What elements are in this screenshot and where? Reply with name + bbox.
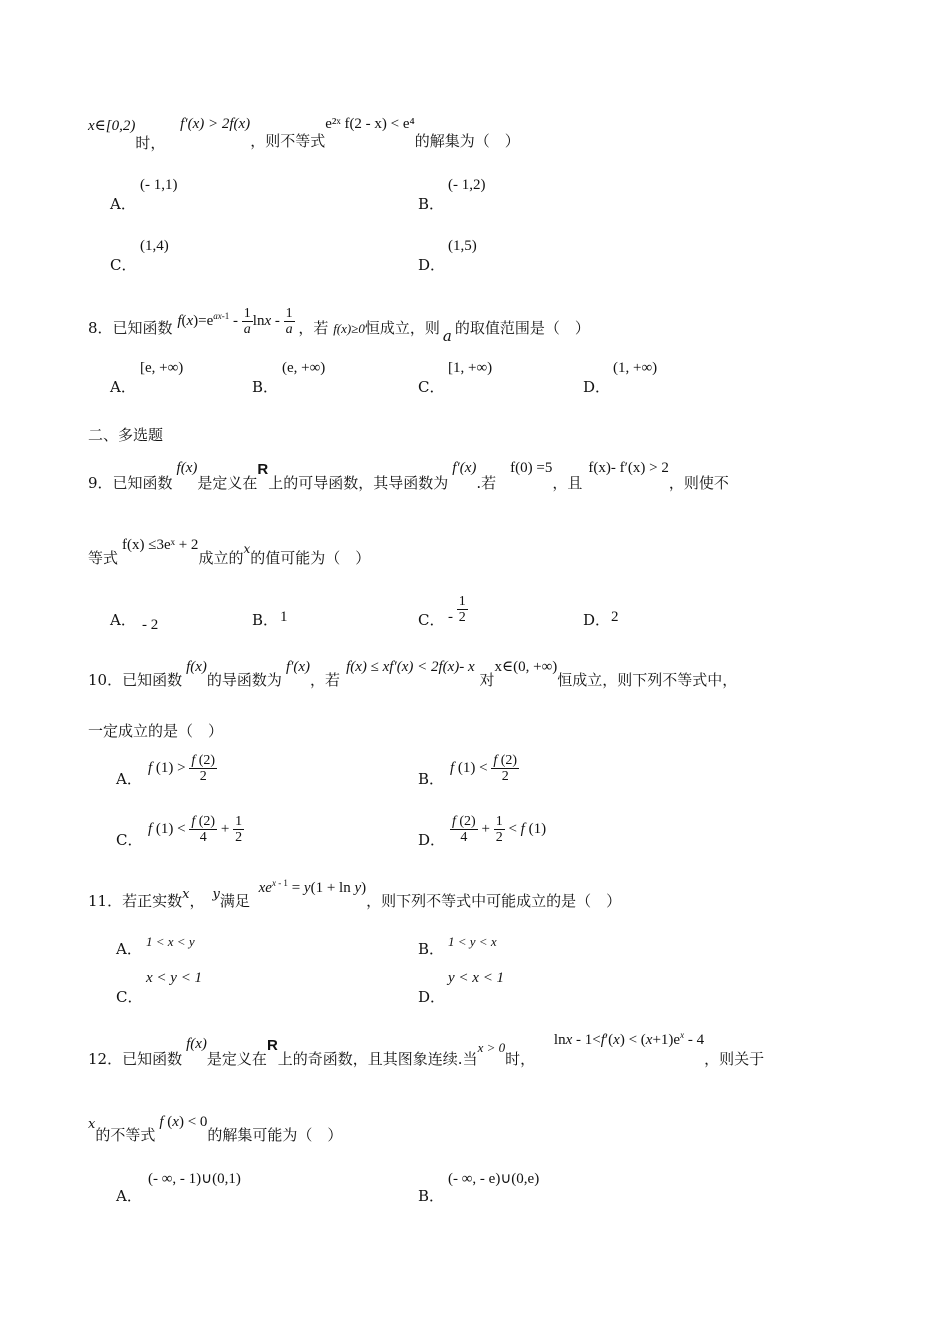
q9-stem-line2 [88, 533, 371, 567]
q9-text: 等式 [88, 549, 119, 567]
q9-var-x: x [243, 542, 251, 556]
q8-option-c-value: [1, +∞) [448, 360, 493, 376]
q7-option-a-value: (- 1,1) [140, 177, 178, 193]
q10-option-b-value: f (1) < $\frac{f (2)}{2}$ [450, 753, 518, 784]
q9-option-d-value: 2 [611, 609, 619, 625]
q11-option-d-label: D． [418, 988, 446, 1006]
q12-var-x: x [88, 1117, 96, 1132]
q12-f-math: f(x) [186, 1036, 207, 1052]
q12-text: 上的奇函数，且其图象连续.当 [277, 1050, 478, 1068]
q10-domain-math: x∈(0, +∞) [494, 659, 558, 675]
q7-domain-math: x∈[0,2) [88, 118, 136, 134]
q11-text: ， [189, 892, 205, 910]
q12-text: 时， [505, 1050, 536, 1068]
q8-text: 的取值范围是（ ） [454, 318, 590, 337]
q7-option-b-value: (- 1,2) [448, 177, 486, 193]
q10-text: ，若 [310, 671, 341, 689]
q8-stem [88, 300, 590, 345]
q7-option-d-label: D． [418, 256, 446, 274]
q9-option-b-value: 1 [280, 609, 288, 625]
q8-var-a: a [442, 326, 452, 345]
q9-text: 是定义在 [197, 474, 258, 492]
q8-option-c-label: C． [418, 378, 445, 396]
q9-ineq-math: f(x) ≤3eˣ + 2 [122, 537, 199, 553]
q12-stem-line2 [88, 1110, 343, 1144]
q8-option-b-value: (e, +∞) [282, 360, 326, 376]
q12-number: 12．已知函数 [88, 1050, 183, 1068]
q12-text: 的解集可能为（ ） [207, 1126, 343, 1144]
q8-cond-math: f(x)≥0 [333, 320, 365, 336]
q7-option-b-label: B． [418, 195, 445, 213]
q9-text: ，则使不 [668, 474, 729, 492]
q9-stem [88, 456, 729, 492]
q9-option-c-label: C． [418, 611, 445, 629]
q12-option-b-label: B． [418, 1187, 445, 1205]
q11-eq-math: $xe^{x - 1} = y(1 + \ln y)$ [258, 878, 367, 896]
q12-text: ，则关于 [704, 1050, 765, 1068]
q7-option-c-label: C． [110, 256, 137, 274]
q11-stem [88, 876, 622, 910]
q9-text: 成立的 [198, 549, 244, 567]
q9-number: 9．已知函数 [88, 474, 173, 492]
q11-option-c-label: C． [116, 988, 143, 1006]
q10-stem [88, 655, 738, 689]
q10-fprime-math: f′(x) [285, 659, 311, 675]
q8-option-d-label: D． [583, 378, 611, 396]
q12-ineq-math: $\ln x - 1<f'(x) < (x+1)e^x - 4$ [553, 1030, 705, 1048]
q7-option-a-label: A． [110, 195, 136, 213]
q9-text: 上的可导函数，其导函数为 [268, 474, 449, 492]
q11-option-b-value: 1 < y < x [448, 934, 497, 949]
q10-stem-line2: 一定成立的是（ ） [88, 722, 224, 740]
q9-option-c-value: - $\frac{1}{2}$ [448, 594, 466, 625]
q12-option-a-value: (- ∞, - 1)∪(0,1) [148, 1171, 241, 1187]
q9-option-a-value: - 2 [142, 617, 159, 633]
q8-text: 恒成立，则 [364, 318, 440, 337]
q7-ineq-math: e²ˣ f(2 - x) < e⁴ [325, 116, 415, 132]
q12-R-symbol: R [266, 1037, 278, 1054]
q10-option-c-label: C． [116, 831, 143, 849]
q9-option-d-label: D． [583, 611, 611, 629]
q12-text: 的不等式 [95, 1126, 156, 1144]
q9-R-symbol: R [257, 461, 269, 478]
q8-option-b-label: B． [252, 378, 279, 396]
q10-option-d-value: $\frac{f (2)}{4}$ + $\frac{1}{2}$ < f (1) [452, 814, 547, 845]
q9-option-b-label: B． [252, 611, 279, 629]
q9-fprime-math: f′(x) [452, 460, 477, 476]
q10-option-c-value: f (1) < $\frac{f (2)}{4}$ + $\frac{1}{2}$ [148, 814, 243, 845]
q12-cond-math: x > 0 [477, 1040, 506, 1055]
q10-text: 的导函数为 [206, 671, 282, 689]
q7-cond-math: f′(x) > 2f(x) [180, 116, 251, 132]
q7-text: 的解集为（ ） [414, 132, 520, 150]
q7-option-c-value: (1,4) [140, 238, 169, 254]
q8-number: 8．已知函数 [88, 318, 173, 337]
q10-option-a-label: A． [116, 770, 142, 788]
q12-text: 是定义在 [206, 1050, 267, 1068]
q9-f-math: f(x) [176, 460, 198, 476]
q11-text: 满足 [219, 892, 250, 910]
q11-var-y: y [212, 887, 220, 902]
q8-option-a-label: A． [110, 378, 136, 396]
q10-f-math: f(x) [186, 659, 207, 675]
q8-option-d-value: (1, +∞) [613, 360, 658, 376]
q12-option-b-value: (- ∞, - e)∪(0,e) [448, 1171, 540, 1187]
q11-option-a-label: A． [116, 940, 142, 958]
q11-var-x: x [182, 887, 190, 902]
q11-option-a-value: 1 < x < y [146, 934, 195, 949]
q9-text: ，且 [552, 474, 583, 492]
q11-text: ，则下列不等式中可能成立的是（ ） [366, 892, 622, 910]
q9-option-a-label: A． [110, 611, 136, 629]
q11-option-d-value: y < x < 1 [448, 970, 505, 986]
q9-text: .若 [476, 474, 497, 492]
q10-number: 10．已知函数 [88, 671, 183, 689]
q11-number: 11．若正实数 [88, 892, 183, 910]
q8-text: ，若 [298, 318, 329, 337]
q12-ineq2-math: f (x) < 0 [159, 1114, 208, 1130]
q9-cond1-math: f(0) =5 [510, 460, 553, 476]
q7-text: ，则不等式 [250, 132, 326, 150]
q11-option-c-value: x < y < 1 [146, 970, 203, 986]
q7-option-d-value: (1,5) [448, 238, 477, 254]
q7-text: 时， [135, 134, 166, 152]
q11-option-b-label: B． [418, 940, 445, 958]
q10-cond-math: f(x) ≤ xf′(x) < 2f(x)- x [346, 659, 475, 675]
q9-cond2-math: f(x)- f′(x) > 2 [588, 460, 669, 476]
q10-option-d-label: D． [418, 831, 446, 849]
q10-text: 对 [479, 671, 495, 689]
q8-func-math: $f(x)=e^{ax-1}$ - $\frac{1}{a}$ lnx - $\frac{1}{a}$ [177, 306, 293, 337]
q10-option-a-value: f (1) > $\frac{f (2)}{2}$ [148, 753, 216, 784]
section-title: 二、多选题 [88, 426, 164, 444]
q7-stem [88, 116, 520, 152]
q8-option-a-value: [e, +∞) [140, 360, 184, 376]
q12-option-a-label: A． [116, 1187, 142, 1205]
q10-text: 恒成立，则下列不等式中， [557, 671, 738, 689]
q12-stem [88, 1030, 765, 1068]
q9-text: 的值可能为（ ） [250, 549, 371, 567]
q10-option-b-label: B． [418, 770, 445, 788]
